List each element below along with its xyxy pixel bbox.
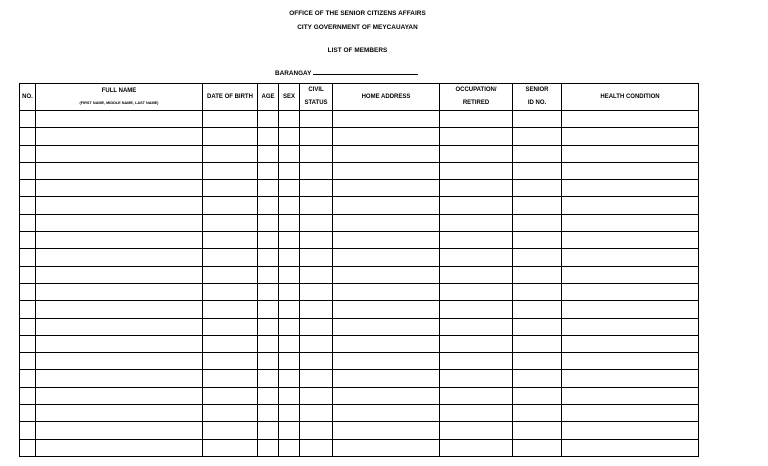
cell-sex[interactable] [279,370,300,387]
cell-full-name[interactable] [36,422,203,439]
cell-full-name[interactable] [36,214,203,231]
cell-age[interactable] [258,266,279,283]
table-row [20,370,699,387]
cell-occupation[interactable] [440,214,513,231]
cell-age[interactable] [258,439,279,456]
col-header-no: NO. [20,84,36,111]
cell-health-condition[interactable] [562,249,699,266]
cell-occupation[interactable] [440,301,513,318]
cell-occupation[interactable] [440,422,513,439]
cell-no[interactable] [20,318,36,335]
cell-age[interactable] [258,180,279,197]
cell-health-condition[interactable] [562,180,699,197]
cell-sex[interactable] [279,197,300,214]
cell-full-name[interactable] [36,335,203,352]
members-table [19,83,699,457]
table-row [20,387,699,404]
col-header-civil-status: CIVIL STATUS [300,84,333,111]
cell-sex[interactable] [279,439,300,456]
cell-age[interactable] [258,232,279,249]
barangay-field [275,68,418,77]
cell-health-condition[interactable] [562,405,699,422]
cell-no[interactable] [20,232,36,249]
cell-occupation[interactable] [440,283,513,300]
cell-sex[interactable] [279,301,300,318]
cell-sex[interactable] [279,128,300,145]
col-header-sex: SEX [279,84,300,111]
cell-date-of-birth[interactable] [203,249,258,266]
cell-home-address[interactable] [333,370,440,387]
cell-date-of-birth[interactable] [203,405,258,422]
cell-health-condition[interactable] [562,128,699,145]
col-header-occupation: OCCUPATION/ RETIRED [440,84,513,111]
cell-no[interactable] [20,162,36,179]
cell-full-name[interactable] [36,249,203,266]
cell-health-condition[interactable] [562,232,699,249]
cell-senior-id[interactable] [513,283,562,300]
cell-date-of-birth[interactable] [203,318,258,335]
cell-no[interactable] [20,335,36,352]
cell-date-of-birth[interactable] [203,301,258,318]
cell-senior-id[interactable] [513,232,562,249]
cell-health-condition[interactable] [562,318,699,335]
cell-date-of-birth[interactable] [203,197,258,214]
cell-date-of-birth[interactable] [203,439,258,456]
cell-civil-status[interactable] [300,249,333,266]
cell-no[interactable] [20,405,36,422]
cell-sex[interactable] [279,387,300,404]
cell-age[interactable] [258,214,279,231]
cell-sex[interactable] [279,249,300,266]
cell-home-address[interactable] [333,353,440,370]
cell-date-of-birth[interactable] [203,232,258,249]
cell-occupation[interactable] [440,405,513,422]
cell-health-condition[interactable] [562,162,699,179]
cell-senior-id[interactable] [513,111,562,128]
cell-full-name[interactable] [36,370,203,387]
cell-occupation[interactable] [440,197,513,214]
cell-senior-id[interactable] [513,249,562,266]
cell-home-address[interactable] [333,301,440,318]
cell-civil-status[interactable] [300,301,333,318]
cell-full-name[interactable] [36,162,203,179]
cell-date-of-birth[interactable] [203,353,258,370]
col-header-health-condition: HEALTH CONDITION [562,84,699,111]
cell-home-address[interactable] [333,111,440,128]
cell-home-address[interactable] [333,266,440,283]
cell-no[interactable] [20,249,36,266]
table-row [20,111,699,128]
cell-senior-id[interactable] [513,405,562,422]
cell-no[interactable] [20,387,36,404]
cell-date-of-birth[interactable] [203,128,258,145]
cell-sex[interactable] [279,283,300,300]
cell-senior-id[interactable] [513,128,562,145]
cell-home-address[interactable] [333,180,440,197]
cell-senior-id[interactable] [513,162,562,179]
cell-health-condition[interactable] [562,422,699,439]
cell-occupation[interactable] [440,128,513,145]
cell-age[interactable] [258,335,279,352]
cell-home-address[interactable] [333,214,440,231]
cell-civil-status[interactable] [300,232,333,249]
cell-home-address[interactable] [333,162,440,179]
cell-senior-id[interactable] [513,353,562,370]
table-row [20,301,699,318]
table-row [20,232,699,249]
table-row [20,180,699,197]
table-row [20,249,699,266]
cell-senior-id[interactable] [513,318,562,335]
cell-age[interactable] [258,387,279,404]
cell-health-condition[interactable] [562,283,699,300]
cell-age[interactable] [258,128,279,145]
cell-sex[interactable] [279,145,300,162]
cell-home-address[interactable] [333,283,440,300]
table-header-row [20,84,699,111]
cell-civil-status[interactable] [300,111,333,128]
cell-civil-status[interactable] [300,353,333,370]
cell-full-name[interactable] [36,318,203,335]
cell-senior-id[interactable] [513,335,562,352]
cell-no[interactable] [20,283,36,300]
cell-civil-status[interactable] [300,318,333,335]
cell-date-of-birth[interactable] [203,266,258,283]
cell-health-condition[interactable] [562,111,699,128]
cell-no[interactable] [20,422,36,439]
cell-full-name[interactable] [36,405,203,422]
cell-civil-status[interactable] [300,405,333,422]
cell-date-of-birth[interactable] [203,162,258,179]
cell-date-of-birth[interactable] [203,283,258,300]
cell-health-condition[interactable] [562,353,699,370]
cell-no[interactable] [20,197,36,214]
cell-age[interactable] [258,301,279,318]
cell-age[interactable] [258,249,279,266]
cell-civil-status[interactable] [300,214,333,231]
cell-senior-id[interactable] [513,301,562,318]
cell-full-name[interactable] [36,111,203,128]
cell-occupation[interactable] [440,249,513,266]
cell-sex[interactable] [279,111,300,128]
cell-home-address[interactable] [333,422,440,439]
col-header-home-address: HOME ADDRESS [333,84,440,111]
cell-occupation[interactable] [440,353,513,370]
cell-civil-status[interactable] [300,422,333,439]
list-title: LIST OF MEMBERS [327,47,388,54]
col-header-date-of-birth: DATE OF BIRTH [203,84,258,111]
cell-sex[interactable] [279,405,300,422]
cell-sex[interactable] [279,214,300,231]
cell-age[interactable] [258,111,279,128]
cell-occupation[interactable] [440,335,513,352]
cell-no[interactable] [20,180,36,197]
cell-no[interactable] [20,128,36,145]
office-title: OFFICE OF THE SENIOR CITIZENS AFFAIRS [289,10,426,17]
cell-no[interactable] [20,111,36,128]
cell-age[interactable] [258,353,279,370]
cell-senior-id[interactable] [513,387,562,404]
cell-senior-id[interactable] [513,370,562,387]
cell-sex[interactable] [279,422,300,439]
cell-full-name[interactable] [36,232,203,249]
cell-health-condition[interactable] [562,266,699,283]
cell-full-name[interactable] [36,387,203,404]
cell-no[interactable] [20,145,36,162]
cell-home-address[interactable] [333,145,440,162]
cell-no[interactable] [20,301,36,318]
cell-no[interactable] [20,266,36,283]
cell-health-condition[interactable] [562,370,699,387]
table-row [20,128,699,145]
cell-full-name[interactable] [36,283,203,300]
cell-sex[interactable] [279,318,300,335]
cell-health-condition[interactable] [562,145,699,162]
table-row [20,266,699,283]
cell-senior-id[interactable] [513,214,562,231]
cell-date-of-birth[interactable] [203,387,258,404]
col-header-senior-id: SENIOR ID NO. [513,84,562,111]
government-title: CITY GOVERNMENT OF MEYCAUAYAN [297,24,418,31]
cell-civil-status[interactable] [300,162,333,179]
cell-home-address[interactable] [333,232,440,249]
cell-senior-id[interactable] [513,180,562,197]
col-header-full-name: FULL NAME (FIRST NAME, MIDDLE NAME, LAST NAME) [36,84,203,111]
cell-health-condition[interactable] [562,387,699,404]
cell-age[interactable] [258,145,279,162]
table-row [20,145,699,162]
col-header-age: AGE [258,84,279,111]
cell-senior-id[interactable] [513,197,562,214]
table-row [20,283,699,300]
cell-home-address[interactable] [333,249,440,266]
cell-senior-id[interactable] [513,422,562,439]
cell-age[interactable] [258,318,279,335]
cell-full-name[interactable] [36,128,203,145]
table-row [20,318,699,335]
cell-civil-status[interactable] [300,439,333,456]
cell-sex[interactable] [279,335,300,352]
cell-date-of-birth[interactable] [203,370,258,387]
cell-occupation[interactable] [440,318,513,335]
cell-age[interactable] [258,283,279,300]
cell-no[interactable] [20,370,36,387]
cell-occupation[interactable] [440,439,513,456]
cell-home-address[interactable] [333,318,440,335]
cell-full-name[interactable] [36,145,203,162]
cell-senior-id[interactable] [513,439,562,456]
cell-full-name[interactable] [36,439,203,456]
cell-sex[interactable] [279,353,300,370]
cell-date-of-birth[interactable] [203,422,258,439]
cell-civil-status[interactable] [300,180,333,197]
cell-full-name[interactable] [36,301,203,318]
table-row [20,335,699,352]
cell-full-name[interactable] [36,353,203,370]
cell-sex[interactable] [279,266,300,283]
cell-date-of-birth[interactable] [203,145,258,162]
cell-occupation[interactable] [440,111,513,128]
cell-home-address[interactable] [333,335,440,352]
cell-date-of-birth[interactable] [203,180,258,197]
table-row [20,422,699,439]
cell-occupation[interactable] [440,266,513,283]
cell-health-condition[interactable] [562,439,699,456]
cell-age[interactable] [258,370,279,387]
cell-health-condition[interactable] [562,335,699,352]
cell-home-address[interactable] [333,405,440,422]
cell-no[interactable] [20,214,36,231]
cell-civil-status[interactable] [300,128,333,145]
cell-sex[interactable] [279,180,300,197]
table-row [20,405,699,422]
cell-age[interactable] [258,422,279,439]
barangay-label: BARANGAY [275,70,312,77]
table-row [20,353,699,370]
cell-health-condition[interactable] [562,214,699,231]
cell-civil-status[interactable] [300,370,333,387]
table-row [20,197,699,214]
cell-date-of-birth[interactable] [203,214,258,231]
table-row [20,214,699,231]
cell-sex[interactable] [279,232,300,249]
cell-age[interactable] [258,162,279,179]
cell-occupation[interactable] [440,180,513,197]
cell-full-name[interactable] [36,266,203,283]
cell-occupation[interactable] [440,162,513,179]
cell-home-address[interactable] [333,128,440,145]
barangay-blank-line [313,68,418,75]
cell-health-condition[interactable] [562,197,699,214]
cell-full-name[interactable] [36,180,203,197]
cell-home-address[interactable] [333,387,440,404]
cell-senior-id[interactable] [513,266,562,283]
cell-age[interactable] [258,197,279,214]
cell-senior-id[interactable] [513,145,562,162]
cell-date-of-birth[interactable] [203,335,258,352]
cell-age[interactable] [258,405,279,422]
col-header-full-name-sub: (FIRST NAME, MIDDLE NAME, LAST NAME) [79,101,159,105]
cell-health-condition[interactable] [562,301,699,318]
cell-home-address[interactable] [333,439,440,456]
cell-occupation[interactable] [440,387,513,404]
table-row [20,439,699,456]
cell-full-name[interactable] [36,197,203,214]
cell-no[interactable] [20,439,36,456]
table-row [20,162,699,179]
cell-no[interactable] [20,353,36,370]
cell-civil-status[interactable] [300,335,333,352]
cell-civil-status[interactable] [300,387,333,404]
cell-civil-status[interactable] [300,197,333,214]
cell-occupation[interactable] [440,145,513,162]
cell-occupation[interactable] [440,370,513,387]
table-body [20,111,699,457]
cell-occupation[interactable] [440,232,513,249]
cell-date-of-birth[interactable] [203,111,258,128]
cell-civil-status[interactable] [300,266,333,283]
cell-civil-status[interactable] [300,283,333,300]
cell-sex[interactable] [279,162,300,179]
cell-civil-status[interactable] [300,145,333,162]
cell-home-address[interactable] [333,197,440,214]
